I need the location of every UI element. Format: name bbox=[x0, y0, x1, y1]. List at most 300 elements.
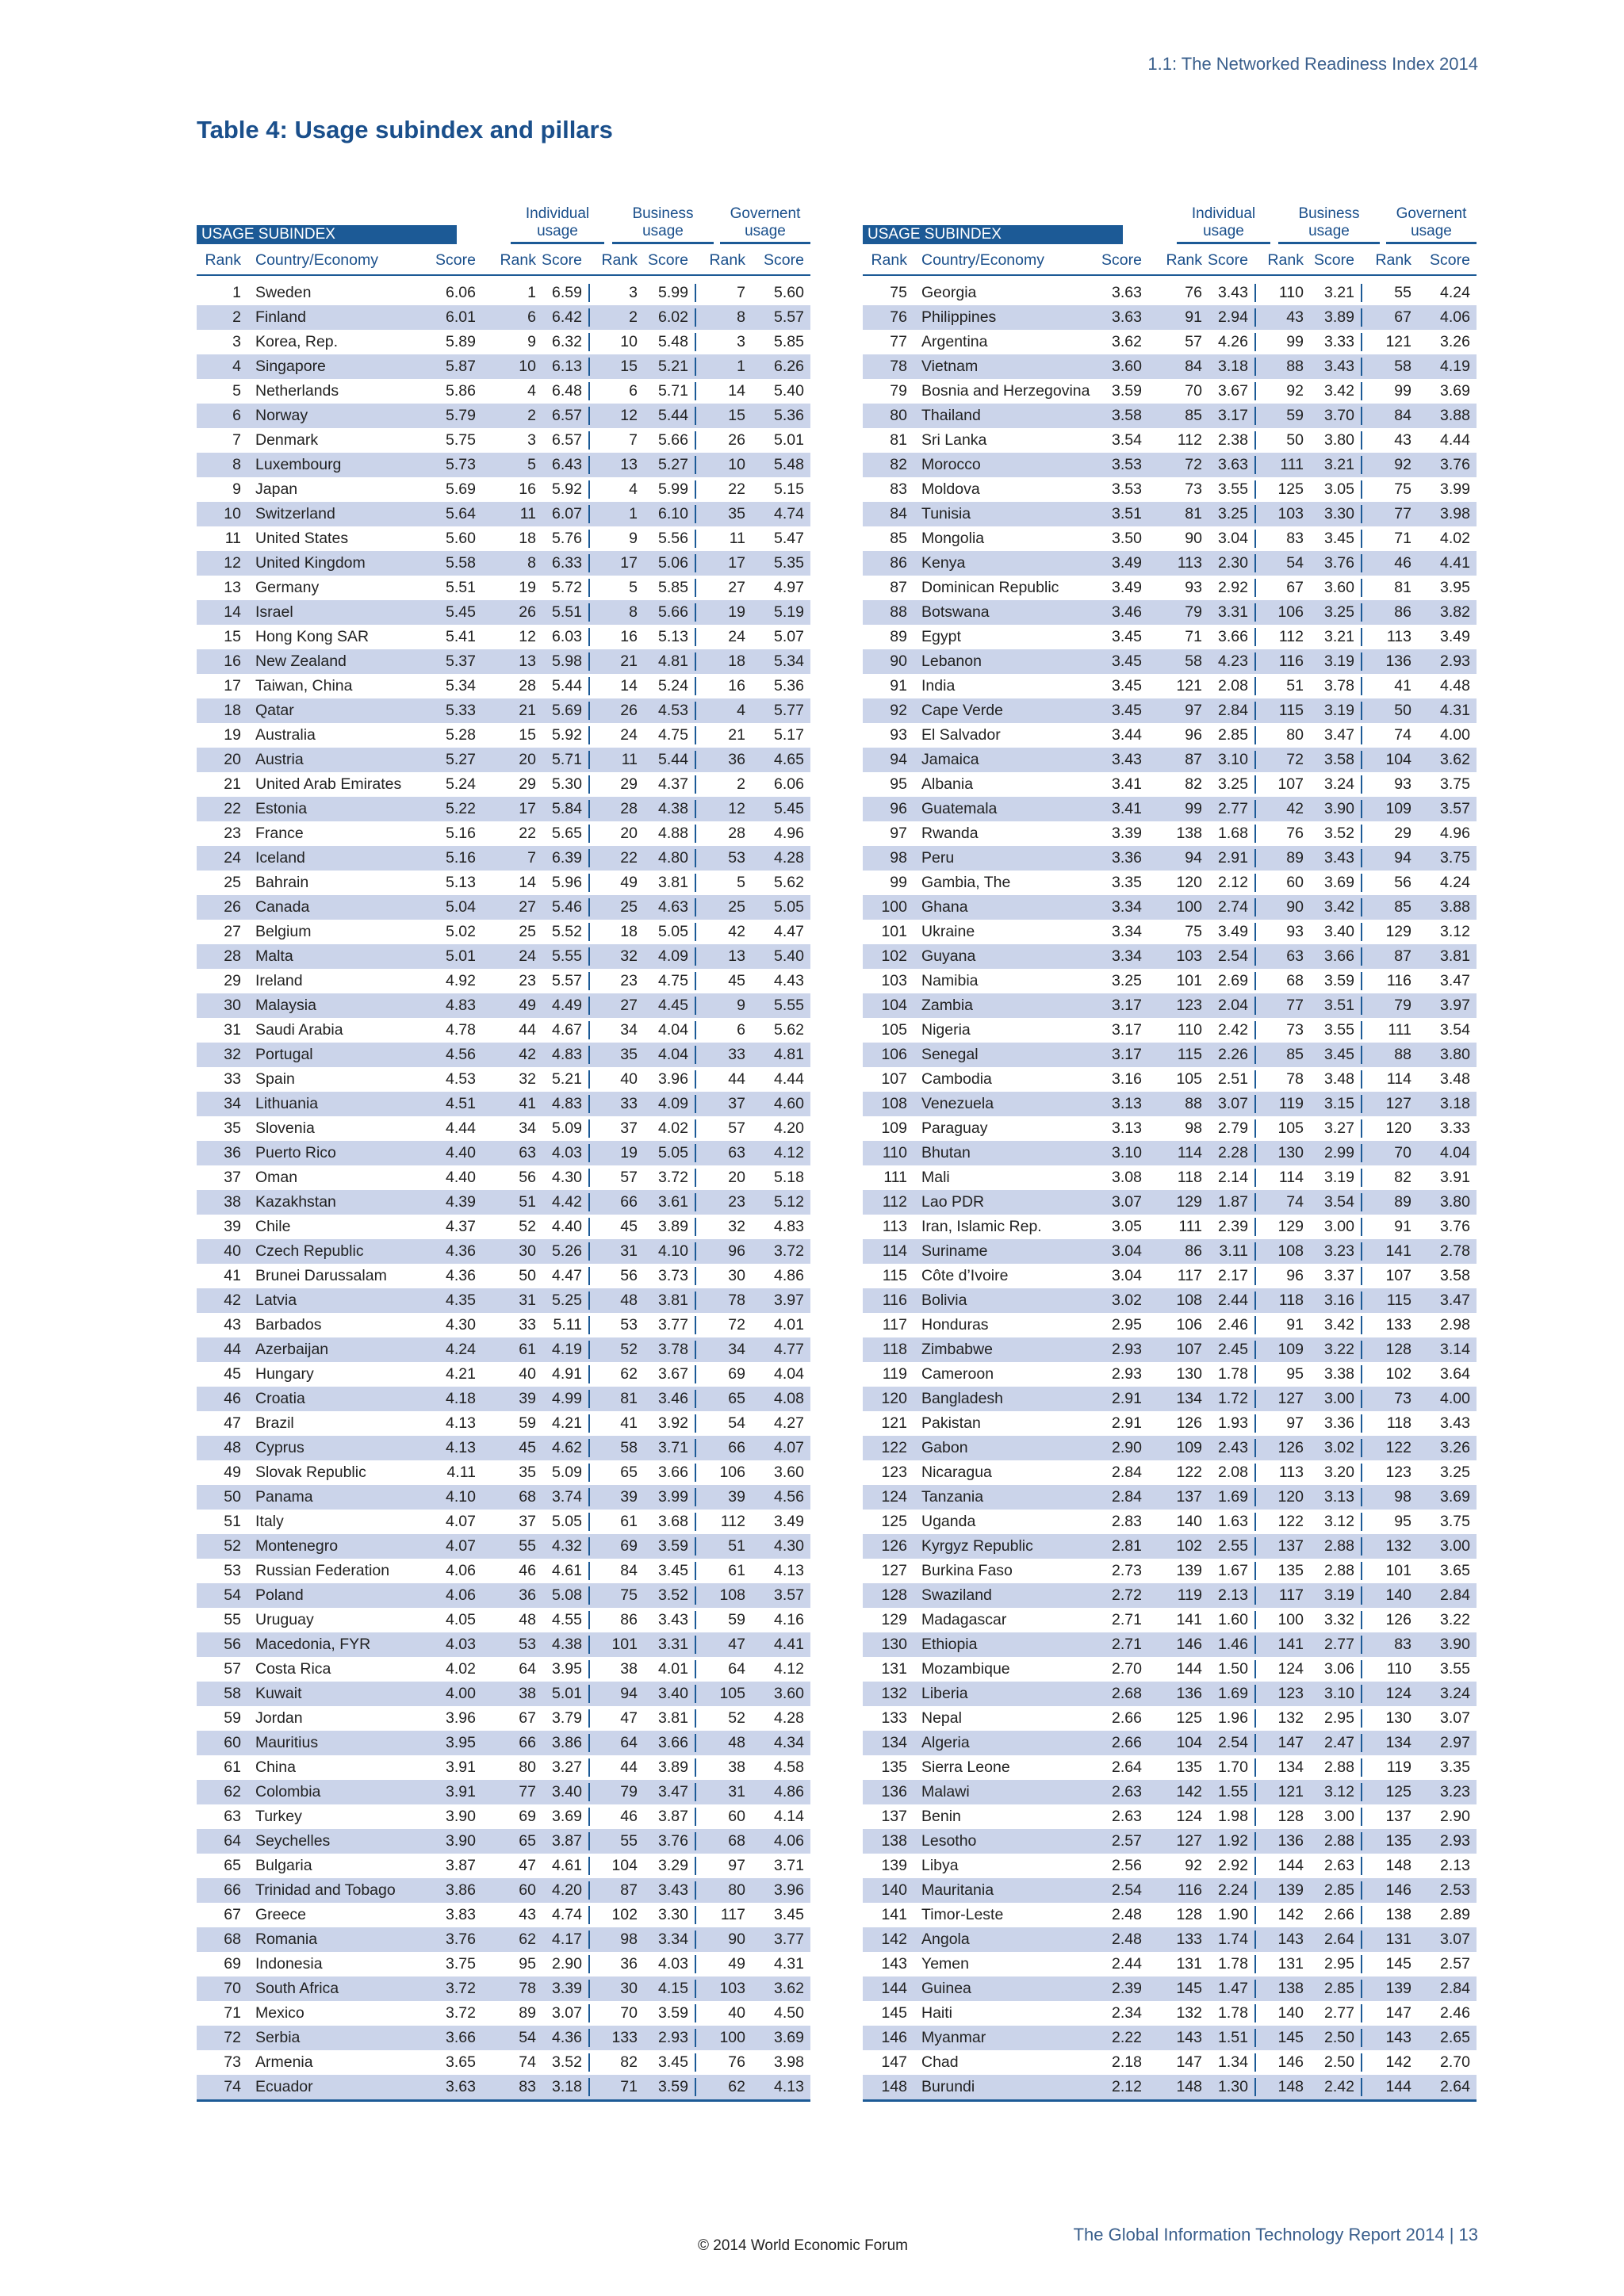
cell-individual-score: 2.46 bbox=[1218, 1316, 1248, 1334]
table-row bbox=[197, 625, 810, 649]
cell-government-score: 3.90 bbox=[1440, 1636, 1470, 1653]
cell-government-score: 3.96 bbox=[774, 1881, 804, 1899]
table-row bbox=[197, 993, 810, 1018]
cell-business-rank: 145 bbox=[1254, 2029, 1304, 2047]
cell-country: Côte d’Ivoire bbox=[921, 1267, 1009, 1284]
cell-business-rank: 140 bbox=[1254, 2004, 1304, 2022]
table-row bbox=[863, 1804, 1477, 1829]
cell-individual-rank: 123 bbox=[1176, 997, 1202, 1014]
cell-score: 4.00 bbox=[446, 1685, 476, 1702]
cell-individual-score: 1.78 bbox=[1218, 1365, 1248, 1383]
cell-country: Bangladesh bbox=[921, 1390, 1004, 1407]
cell-government-rank: 74 bbox=[1361, 726, 1411, 744]
cell-country: Denmark bbox=[255, 431, 319, 449]
cell-government-rank: 42 bbox=[695, 923, 745, 941]
cell-government-rank: 134 bbox=[1361, 1734, 1411, 1752]
cell-score: 4.39 bbox=[446, 1193, 476, 1211]
cell-country: Bhutan bbox=[921, 1144, 971, 1161]
cell-business-rank: 11 bbox=[588, 751, 638, 769]
cell-country: Norway bbox=[255, 407, 308, 424]
cell-rank: 74 bbox=[224, 2078, 241, 2095]
cell-individual-score: 6.48 bbox=[552, 382, 582, 400]
col-country: Country/Economy bbox=[255, 251, 378, 269]
table-row bbox=[863, 379, 1477, 404]
cell-country: Guyana bbox=[921, 947, 976, 965]
cell-individual-rank: 78 bbox=[519, 1980, 536, 1997]
cell-government-rank: 4 bbox=[695, 702, 745, 720]
cell-country: Czech Republic bbox=[255, 1242, 364, 1260]
cell-individual-score: 5.92 bbox=[552, 726, 582, 744]
cell-business-score: 3.20 bbox=[1324, 1464, 1354, 1481]
cell-score: 2.93 bbox=[1112, 1365, 1142, 1383]
cell-government-score: 4.44 bbox=[1440, 431, 1470, 449]
cell-score: 2.72 bbox=[1112, 1586, 1142, 1604]
cell-rank: 28 bbox=[224, 947, 241, 965]
cell-individual-score: 3.55 bbox=[1218, 480, 1248, 498]
cell-business-rank: 32 bbox=[588, 947, 638, 966]
cell-rank: 38 bbox=[224, 1193, 241, 1211]
cell-government-score: 3.58 bbox=[1440, 1267, 1470, 1284]
cell-individual-rank: 73 bbox=[1185, 480, 1202, 498]
cell-country: Ukraine bbox=[921, 923, 975, 940]
cell-rank: 57 bbox=[224, 1660, 241, 1678]
cell-government-score: 3.49 bbox=[1440, 628, 1470, 645]
table-row bbox=[863, 502, 1477, 526]
cell-business-rank: 128 bbox=[1254, 1808, 1304, 1826]
cell-individual-rank: 84 bbox=[1185, 358, 1202, 375]
cell-rank: 31 bbox=[224, 1021, 241, 1039]
cell-government-score: 3.18 bbox=[1440, 1095, 1470, 1112]
cell-government-score: 4.24 bbox=[1440, 874, 1470, 891]
cell-individual-score: 1.70 bbox=[1218, 1758, 1248, 1776]
cell-individual-rank: 139 bbox=[1176, 1562, 1202, 1579]
cell-government-score: 3.60 bbox=[774, 1464, 804, 1481]
table-row bbox=[197, 1264, 810, 1288]
cell-individual-rank: 105 bbox=[1176, 1070, 1202, 1088]
cell-rank: 27 bbox=[224, 923, 241, 940]
cell-score: 3.39 bbox=[1112, 825, 1142, 842]
cell-business-score: 4.04 bbox=[658, 1021, 688, 1039]
cell-country: Cambodia bbox=[921, 1070, 992, 1088]
table-row bbox=[863, 1239, 1477, 1264]
cell-country: Morocco bbox=[921, 456, 981, 473]
cell-score: 4.02 bbox=[446, 1660, 476, 1678]
cell-individual-score: 1.63 bbox=[1218, 1513, 1248, 1530]
cell-rank: 132 bbox=[881, 1685, 907, 1702]
cell-individual-rank: 135 bbox=[1176, 1758, 1202, 1776]
cell-business-score: 3.96 bbox=[658, 1070, 688, 1088]
cell-business-rank: 29 bbox=[588, 775, 638, 794]
cell-rank: 98 bbox=[890, 849, 907, 867]
table-row bbox=[863, 600, 1477, 625]
cell-individual-rank: 63 bbox=[519, 1144, 536, 1161]
cell-individual-score: 1.34 bbox=[1218, 2053, 1248, 2071]
cell-score: 3.45 bbox=[1112, 652, 1142, 670]
cell-country: Ghana bbox=[921, 898, 968, 916]
cell-business-score: 3.21 bbox=[1324, 628, 1354, 645]
cell-country: Qatar bbox=[255, 702, 294, 719]
cell-individual-rank: 136 bbox=[1176, 1685, 1202, 1702]
cell-rank: 84 bbox=[890, 505, 907, 522]
cell-business-score: 6.10 bbox=[658, 505, 688, 522]
cell-business-rank: 106 bbox=[1254, 603, 1304, 622]
cell-business-rank: 79 bbox=[588, 1783, 638, 1801]
table-row bbox=[863, 1903, 1477, 1927]
cell-government-rank: 77 bbox=[1361, 505, 1411, 523]
cell-government-rank: 93 bbox=[1361, 775, 1411, 794]
cell-individual-rank: 2 bbox=[527, 407, 536, 424]
cell-rank: 70 bbox=[224, 1980, 241, 1997]
cell-government-rank: 30 bbox=[695, 1267, 745, 1285]
cell-individual-score: 3.07 bbox=[552, 2004, 582, 2022]
cell-business-rank: 75 bbox=[588, 1586, 638, 1605]
cell-government-score: 3.95 bbox=[1440, 579, 1470, 596]
cell-individual-rank: 59 bbox=[519, 1414, 536, 1432]
cell-score: 2.73 bbox=[1112, 1562, 1142, 1579]
individual-usage-header: Individual usage bbox=[1177, 205, 1270, 244]
cell-business-score: 5.06 bbox=[658, 554, 688, 572]
cell-country: Lithuania bbox=[255, 1095, 319, 1112]
table-row bbox=[863, 1436, 1477, 1460]
table-row bbox=[197, 698, 810, 723]
cell-individual-score: 5.69 bbox=[552, 702, 582, 719]
group-header bbox=[197, 200, 810, 246]
cell-individual-rank: 22 bbox=[519, 825, 536, 842]
cell-business-rank: 107 bbox=[1254, 775, 1304, 794]
cell-government-rank: 48 bbox=[695, 1734, 745, 1752]
cell-business-score: 2.99 bbox=[1324, 1144, 1354, 1161]
cell-government-rank: 35 bbox=[695, 505, 745, 523]
cell-business-rank: 108 bbox=[1254, 1242, 1304, 1261]
cell-government-score: 4.27 bbox=[774, 1414, 804, 1432]
cell-score: 5.28 bbox=[446, 726, 476, 744]
cell-country: Slovak Republic bbox=[255, 1464, 366, 1481]
cell-individual-score: 2.77 bbox=[1218, 800, 1248, 817]
cell-individual-rank: 7 bbox=[527, 849, 536, 867]
table-row bbox=[863, 1313, 1477, 1337]
cell-business-rank: 65 bbox=[588, 1464, 638, 1482]
cell-business-score: 2.88 bbox=[1324, 1832, 1354, 1850]
cell-business-score: 4.15 bbox=[658, 1980, 688, 1997]
cell-country: Estonia bbox=[255, 800, 308, 817]
table-row bbox=[863, 772, 1477, 797]
cell-government-rank: 25 bbox=[695, 898, 745, 916]
cell-score: 3.76 bbox=[446, 1931, 476, 1948]
cell-rank: 33 bbox=[224, 1070, 241, 1088]
cell-government-score: 3.82 bbox=[1440, 603, 1470, 621]
cell-individual-rank: 106 bbox=[1176, 1316, 1202, 1334]
table-row bbox=[197, 920, 810, 944]
cell-score: 3.13 bbox=[1112, 1119, 1142, 1137]
cell-government-rank: 73 bbox=[1361, 1390, 1411, 1408]
cell-individual-rank: 102 bbox=[1176, 1537, 1202, 1555]
cell-business-rank: 9 bbox=[588, 530, 638, 548]
cell-rank: 32 bbox=[224, 1046, 241, 1063]
cell-rank: 21 bbox=[224, 775, 241, 793]
cell-government-rank: 7 bbox=[695, 284, 745, 302]
cell-government-rank: 83 bbox=[1361, 1636, 1411, 1654]
cell-business-score: 3.89 bbox=[658, 1758, 688, 1776]
cell-individual-rank: 68 bbox=[519, 1488, 536, 1506]
cell-government-rank: 122 bbox=[1361, 1439, 1411, 1457]
cell-business-score: 5.27 bbox=[658, 456, 688, 473]
cell-individual-rank: 5 bbox=[527, 456, 536, 473]
usage-subindex-label: USAGE SUBINDEX bbox=[863, 225, 1123, 244]
cell-score: 2.91 bbox=[1112, 1414, 1142, 1432]
cell-business-score: 3.42 bbox=[1324, 898, 1354, 916]
table-row bbox=[863, 1731, 1477, 1755]
table-row bbox=[197, 1878, 810, 1903]
cell-individual-rank: 109 bbox=[1176, 1439, 1202, 1456]
cell-rank: 29 bbox=[224, 972, 241, 989]
cell-government-score: 5.36 bbox=[774, 677, 804, 695]
cell-score: 2.93 bbox=[1112, 1341, 1142, 1358]
cell-country: Colombia bbox=[255, 1783, 321, 1800]
cell-country: Sierra Leone bbox=[921, 1758, 1010, 1776]
cell-country: Hungary bbox=[255, 1365, 314, 1383]
cell-score: 3.90 bbox=[446, 1832, 476, 1850]
cell-business-rank: 33 bbox=[588, 1095, 638, 1113]
cell-government-score: 4.00 bbox=[1440, 1390, 1470, 1407]
table-row bbox=[863, 1215, 1477, 1239]
cell-score: 2.66 bbox=[1112, 1734, 1142, 1751]
cell-business-rank: 48 bbox=[588, 1292, 638, 1310]
cell-country: Hong Kong SAR bbox=[255, 628, 370, 645]
col-government-rank: Rank bbox=[1375, 251, 1411, 269]
cell-individual-rank: 79 bbox=[1185, 603, 1202, 621]
cell-score: 2.91 bbox=[1112, 1390, 1142, 1407]
cell-government-score: 2.93 bbox=[1440, 1832, 1470, 1850]
cell-rank: 77 bbox=[890, 333, 907, 350]
cell-score: 4.78 bbox=[446, 1021, 476, 1039]
cell-rank: 62 bbox=[224, 1783, 241, 1800]
cell-country: Taiwan, China bbox=[255, 677, 353, 695]
cell-business-rank: 95 bbox=[1254, 1365, 1304, 1383]
cell-country: Seychelles bbox=[255, 1832, 331, 1850]
cell-business-rank: 6 bbox=[588, 382, 638, 400]
cell-country: Israel bbox=[255, 603, 293, 621]
cell-individual-score: 6.33 bbox=[552, 554, 582, 572]
cell-country: Thailand bbox=[921, 407, 981, 424]
cell-government-rank: 52 bbox=[695, 1709, 745, 1728]
table-row bbox=[863, 1854, 1477, 1878]
cell-country: Liberia bbox=[921, 1685, 968, 1702]
cell-score: 2.56 bbox=[1112, 1857, 1142, 1874]
cell-individual-score: 1.93 bbox=[1218, 1414, 1248, 1432]
cell-business-rank: 4 bbox=[588, 480, 638, 499]
cell-government-score: 3.88 bbox=[1440, 407, 1470, 424]
cell-business-score: 3.13 bbox=[1324, 1488, 1354, 1506]
cell-government-rank: 135 bbox=[1361, 1832, 1411, 1850]
cell-individual-score: 5.11 bbox=[553, 1316, 582, 1334]
cell-individual-score: 2.38 bbox=[1218, 431, 1248, 449]
cell-country: Singapore bbox=[255, 358, 326, 375]
cell-score: 3.45 bbox=[1112, 677, 1142, 695]
cell-rank: 76 bbox=[890, 308, 907, 326]
table-row bbox=[197, 502, 810, 526]
cell-business-score: 2.64 bbox=[1324, 1931, 1354, 1948]
table-row bbox=[863, 1878, 1477, 1903]
cell-score: 5.04 bbox=[446, 898, 476, 916]
cell-rank: 85 bbox=[890, 530, 907, 547]
cell-government-score: 3.22 bbox=[1440, 1611, 1470, 1628]
cell-rank: 61 bbox=[224, 1758, 241, 1776]
cell-government-rank: 145 bbox=[1361, 1955, 1411, 1973]
cell-business-rank: 125 bbox=[1254, 480, 1304, 499]
cell-individual-score: 2.24 bbox=[1218, 1881, 1248, 1899]
cell-score: 6.06 bbox=[446, 284, 476, 301]
cell-business-rank: 51 bbox=[1254, 677, 1304, 695]
cell-individual-score: 2.55 bbox=[1218, 1537, 1248, 1555]
table-row bbox=[197, 649, 810, 674]
cell-business-score: 3.46 bbox=[658, 1390, 688, 1407]
cell-government-rank: 16 bbox=[695, 677, 745, 695]
cell-individual-score: 5.05 bbox=[552, 1513, 582, 1530]
cell-individual-score: 4.19 bbox=[552, 1341, 582, 1358]
cell-rank: 101 bbox=[881, 923, 907, 940]
cell-business-score: 4.45 bbox=[658, 997, 688, 1014]
cell-business-score: 3.58 bbox=[1324, 751, 1354, 768]
cell-score: 3.63 bbox=[446, 2078, 476, 2095]
cell-rank: 133 bbox=[881, 1709, 907, 1727]
table-row bbox=[863, 1337, 1477, 1362]
cell-individual-rank: 36 bbox=[519, 1586, 536, 1604]
cell-business-score: 3.42 bbox=[1324, 382, 1354, 400]
col-score: Score bbox=[435, 251, 476, 269]
cell-score: 2.48 bbox=[1112, 1906, 1142, 1923]
cell-individual-score: 6.03 bbox=[552, 628, 582, 645]
table-row bbox=[197, 1436, 810, 1460]
table-title: Table 4: Usage subindex and pillars bbox=[197, 116, 613, 144]
cell-country: Panama bbox=[255, 1488, 313, 1506]
cell-country: Kazakhstan bbox=[255, 1193, 336, 1211]
cell-business-score: 3.12 bbox=[1324, 1783, 1354, 1800]
cell-country: Benin bbox=[921, 1808, 961, 1825]
cell-score: 5.16 bbox=[446, 849, 476, 867]
cell-country: Timor-Leste bbox=[921, 1906, 1004, 1923]
cell-business-score: 3.02 bbox=[1324, 1439, 1354, 1456]
cell-government-score: 5.62 bbox=[774, 1021, 804, 1039]
cell-score: 3.17 bbox=[1112, 1021, 1142, 1039]
cell-country: Botswana bbox=[921, 603, 990, 621]
cell-business-score: 4.88 bbox=[658, 825, 688, 842]
cell-business-rank: 99 bbox=[1254, 333, 1304, 351]
cell-score: 5.58 bbox=[446, 554, 476, 572]
table-row bbox=[197, 797, 810, 821]
cell-business-score: 3.87 bbox=[658, 1808, 688, 1825]
cell-individual-score: 5.51 bbox=[552, 603, 582, 621]
cell-rank: 45 bbox=[224, 1365, 241, 1383]
cell-score: 4.44 bbox=[446, 1119, 476, 1137]
cell-score: 3.83 bbox=[446, 1906, 476, 1923]
cell-country: Cape Verde bbox=[921, 702, 1003, 719]
cell-business-rank: 66 bbox=[588, 1193, 638, 1211]
cell-government-score: 3.60 bbox=[774, 1685, 804, 1702]
cell-business-rank: 42 bbox=[1254, 800, 1304, 818]
cell-business-score: 3.59 bbox=[658, 2004, 688, 2022]
table-row bbox=[863, 993, 1477, 1018]
cell-business-score: 3.90 bbox=[1324, 800, 1354, 817]
cell-individual-rank: 89 bbox=[519, 2004, 536, 2022]
cell-business-score: 3.19 bbox=[1324, 702, 1354, 719]
cell-score: 4.83 bbox=[446, 997, 476, 1014]
cell-score: 4.30 bbox=[446, 1316, 476, 1334]
cell-government-rank: 31 bbox=[695, 1783, 745, 1801]
cell-government-rank: 127 bbox=[1361, 1095, 1411, 1113]
cell-individual-rank: 131 bbox=[1176, 1955, 1202, 1973]
cell-individual-rank: 113 bbox=[1177, 554, 1202, 572]
table-row bbox=[863, 1018, 1477, 1043]
cell-score: 2.22 bbox=[1112, 2029, 1142, 2046]
cell-business-rank: 46 bbox=[588, 1808, 638, 1826]
cell-business-score: 3.23 bbox=[1324, 1242, 1354, 1260]
cell-rank: 112 bbox=[882, 1193, 907, 1211]
cell-rank: 6 bbox=[232, 407, 241, 424]
cell-government-score: 2.65 bbox=[1440, 2029, 1470, 2046]
cell-government-rank: 144 bbox=[1361, 2078, 1411, 2096]
table-row bbox=[197, 1903, 810, 1927]
cell-government-rank: 2 bbox=[695, 775, 745, 794]
cell-government-rank: 79 bbox=[1361, 997, 1411, 1015]
cell-business-rank: 38 bbox=[588, 1660, 638, 1678]
cell-country: Austria bbox=[255, 751, 304, 768]
cell-rank: 106 bbox=[881, 1046, 907, 1063]
cell-business-score: 3.76 bbox=[1324, 554, 1354, 572]
table-row bbox=[863, 2050, 1477, 2075]
cell-individual-rank: 30 bbox=[519, 1242, 536, 1260]
cell-government-rank: 136 bbox=[1361, 652, 1411, 671]
cell-business-rank: 67 bbox=[1254, 579, 1304, 597]
cell-rank: 118 bbox=[882, 1341, 907, 1358]
cell-government-score: 4.19 bbox=[1440, 358, 1470, 375]
cell-country: Oman bbox=[255, 1169, 298, 1186]
cell-business-rank: 127 bbox=[1254, 1390, 1304, 1408]
cell-business-rank: 13 bbox=[588, 456, 638, 474]
cell-individual-score: 1.68 bbox=[1218, 825, 1248, 842]
cell-government-rank: 99 bbox=[1361, 382, 1411, 400]
cell-government-rank: 24 bbox=[695, 628, 745, 646]
cell-government-score: 4.00 bbox=[1440, 726, 1470, 744]
cell-rank: 56 bbox=[224, 1636, 241, 1653]
cell-business-rank: 56 bbox=[588, 1267, 638, 1285]
cell-individual-rank: 24 bbox=[519, 947, 536, 965]
cell-business-rank: 14 bbox=[588, 677, 638, 695]
cell-individual-rank: 81 bbox=[1185, 505, 1202, 522]
cell-individual-rank: 18 bbox=[519, 530, 536, 547]
cell-rank: 12 bbox=[224, 554, 241, 572]
cell-individual-score: 1.96 bbox=[1218, 1709, 1248, 1727]
cell-business-rank: 22 bbox=[588, 849, 638, 867]
cell-government-rank: 119 bbox=[1361, 1758, 1411, 1777]
cell-business-rank: 3 bbox=[588, 284, 638, 302]
cell-score: 5.69 bbox=[446, 480, 476, 498]
cell-government-score: 5.17 bbox=[774, 726, 804, 744]
cell-individual-score: 3.18 bbox=[552, 2078, 582, 2095]
cell-country: New Zealand bbox=[255, 652, 347, 670]
table-row bbox=[197, 1583, 810, 1608]
cell-country: Romania bbox=[255, 1931, 318, 1948]
cell-government-score: 4.06 bbox=[1440, 308, 1470, 326]
cell-country: Lebanon bbox=[921, 652, 982, 670]
cell-business-score: 3.72 bbox=[658, 1169, 688, 1186]
cell-government-rank: 20 bbox=[695, 1169, 745, 1187]
cell-individual-score: 2.54 bbox=[1218, 1734, 1248, 1751]
cell-individual-rank: 64 bbox=[519, 1660, 536, 1678]
cell-government-score: 3.45 bbox=[774, 1906, 804, 1923]
cell-business-score: 3.73 bbox=[658, 1267, 688, 1284]
cell-business-rank: 5 bbox=[588, 579, 638, 597]
cell-individual-rank: 127 bbox=[1176, 1832, 1202, 1850]
